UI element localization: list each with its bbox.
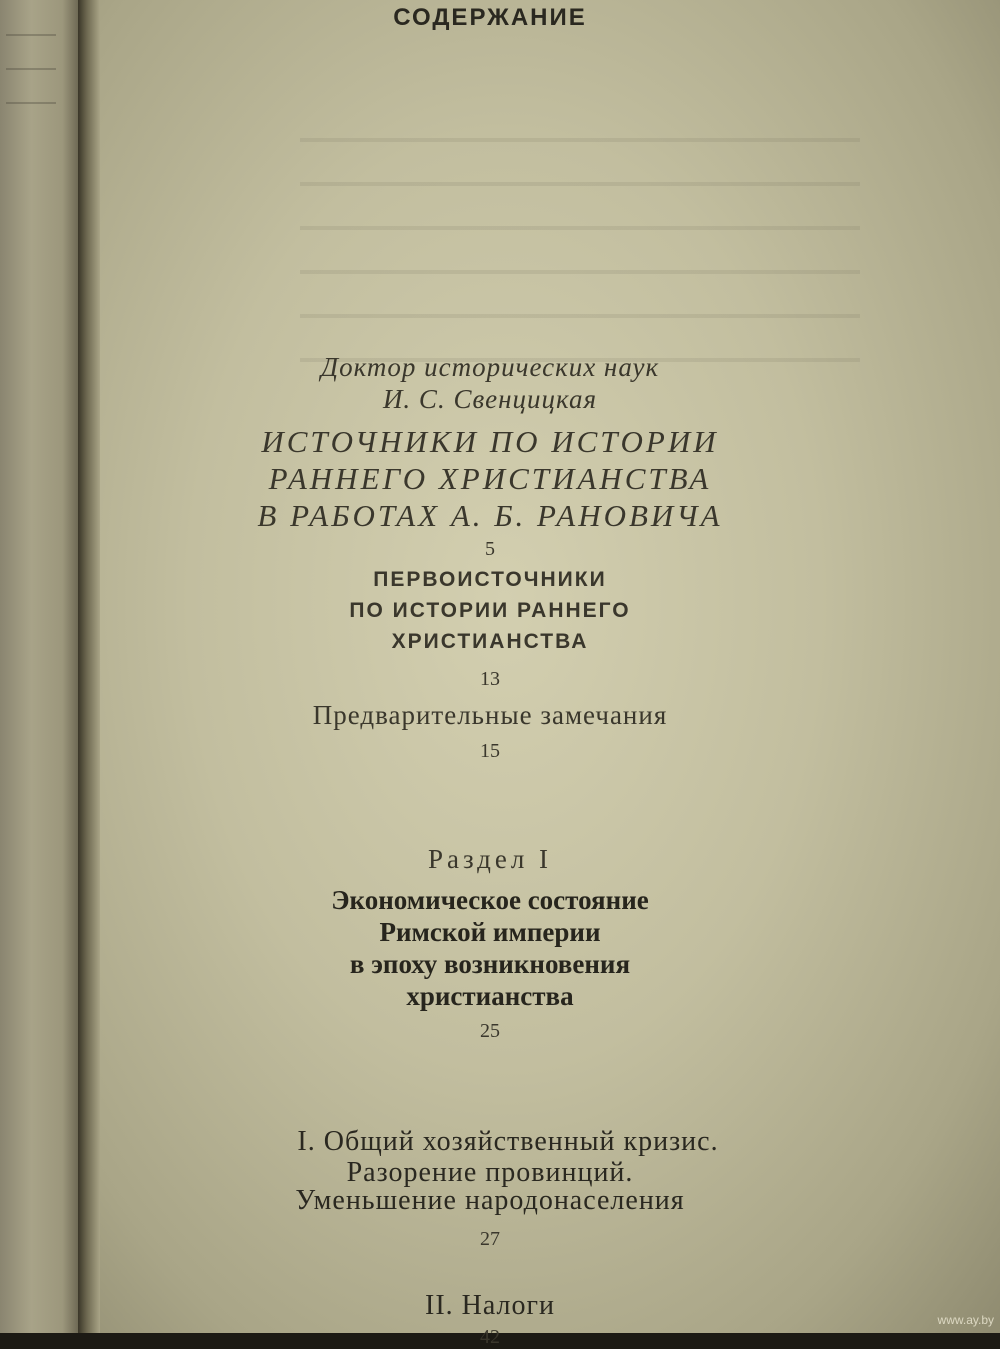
section-title-line-2: Римской империи xyxy=(379,917,601,947)
primary-sources-title-line-2: ПО ИСТОРИИ РАННЕГО xyxy=(349,599,631,622)
section-label: Раздел I xyxy=(427,844,553,874)
intro-author-name: И. С. Свенцицкая xyxy=(382,384,598,414)
chapter-1-line-3: Уменьшение народонаселения xyxy=(295,1185,685,1216)
contents-page xyxy=(100,0,1000,1348)
watermark-text: www.ay.by xyxy=(937,1313,994,1327)
intro-page-number: 5 xyxy=(485,538,495,560)
book-gutter xyxy=(78,0,100,1333)
intro-title-line-3: В РАБОТАХ А. Б. РАНОВИЧА xyxy=(257,498,723,533)
facing-page-text xyxy=(6,20,56,130)
chapter-1-page-number: 27 xyxy=(480,1228,500,1250)
chapter-2-title: II. Налоги xyxy=(425,1290,555,1321)
show-through-text xyxy=(300,110,860,370)
contents-heading: СОДЕРЖАНИЕ xyxy=(393,4,587,31)
section-title-line-1: Экономическое состояние xyxy=(331,885,649,915)
primary-sources-title-line-3: ХРИСТИАНСТВА xyxy=(391,630,589,653)
facing-page-edge xyxy=(0,0,78,1333)
section-title-line-3: в эпоху возникновения xyxy=(349,949,631,979)
intro-title-line-2: РАННЕГО ХРИСТИАНСТВА xyxy=(268,461,712,496)
preliminary-remarks-title: Предварительные замечания xyxy=(312,700,668,730)
section-page-number: 25 xyxy=(480,1020,500,1042)
chapter-2-page-number: 42 xyxy=(480,1326,500,1348)
intro-title-line-1: ИСТОЧНИКИ ПО ИСТОРИИ xyxy=(261,424,719,459)
intro-author-degree: Доктор исторических наук xyxy=(320,352,660,382)
primary-sources-page-number: 13 xyxy=(480,668,500,690)
chapter-1-line-1: I. Общий хозяйственный кризис. xyxy=(297,1126,719,1157)
chapter-1-line-2: Разорение провинций. xyxy=(346,1157,634,1188)
primary-sources-title-line-1: ПЕРВОИСТОЧНИКИ xyxy=(373,568,607,591)
preliminary-remarks-page-number: 15 xyxy=(480,740,500,762)
section-title-line-4: христианства xyxy=(406,981,574,1011)
